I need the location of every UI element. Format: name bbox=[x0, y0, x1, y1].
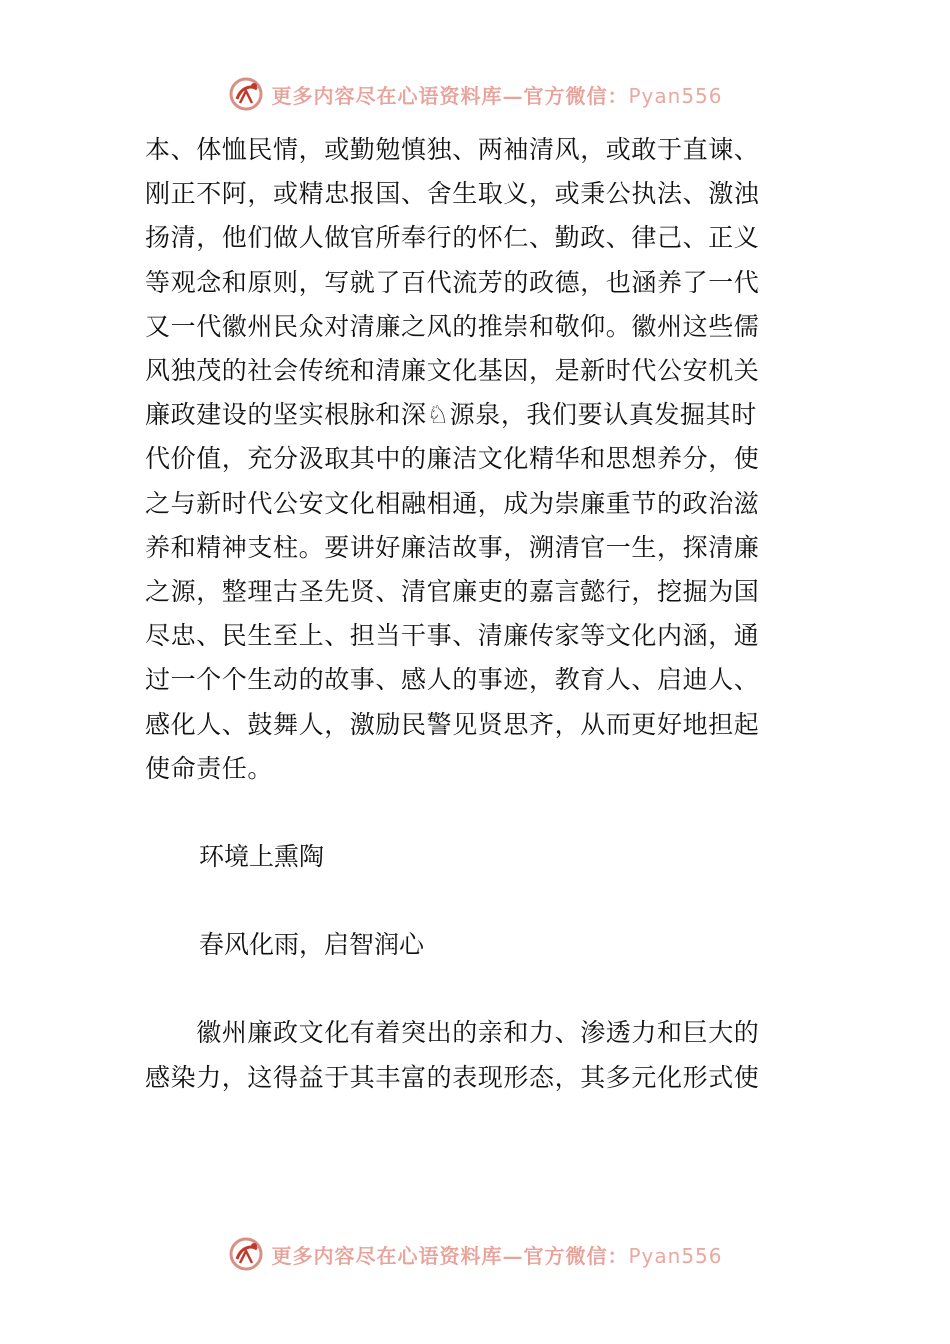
logo-icon bbox=[227, 75, 265, 113]
text-line: 之源，整理古圣先贤、清官廉吏的嘉言懿行，挖掘为国 bbox=[145, 577, 760, 607]
text-line: 又一代徽州民众对清廉之风的推崇和敬仰。徽州这些儒 bbox=[145, 311, 760, 341]
paragraph bbox=[145, 128, 815, 791]
text-line: 风独茂的社会传统和清廉文化基因，是新时代公安机关 bbox=[145, 356, 760, 386]
text-line: 之与新时代公安文化相融相通，成为崇廉重节的政治滋 bbox=[145, 488, 760, 518]
text-line: 等观念和原则，写就了百代流芳的政德，也涵养了一代 bbox=[145, 267, 760, 297]
footer-banner bbox=[0, 1232, 950, 1276]
text-line: 感染力，这得益于其丰富的表现形态，其多元化形式使 bbox=[145, 1062, 760, 1092]
text-line: 代价值，充分汲取其中的廉洁文化精华和思想养分，使 bbox=[145, 444, 760, 474]
text-line: 养和精神支柱。要讲好廉洁故事，溯清官一生，探清廉 bbox=[145, 532, 760, 562]
wechat-id: Pyan556 bbox=[628, 1243, 723, 1268]
section-subheading: 春风化雨，启智润心 bbox=[199, 930, 425, 960]
text-line: 廉政建设的坚实根脉和深♘源泉，我们要认真发掘其时 bbox=[145, 400, 757, 430]
text-line: 感化人、鼓舞人，激励民警见贤思齐，从而更好地担起 bbox=[145, 709, 760, 739]
text-line: 刚正不阿，或精忠报国、舍生取义，或秉公执法、激浊 bbox=[145, 179, 760, 209]
document-body bbox=[145, 128, 815, 1100]
logo-icon bbox=[227, 1235, 265, 1273]
paragraph bbox=[145, 1011, 815, 1099]
header-banner bbox=[0, 72, 950, 116]
banner-text: 更多内容尽在心语资料库—官方微信：Pyan556 bbox=[271, 83, 723, 108]
text-line: 徽州廉政文化有着突出的亲和力、渗透力和巨大的 bbox=[145, 1018, 760, 1048]
wechat-id: Pyan556 bbox=[628, 83, 723, 108]
text-line: 使命责任。 bbox=[145, 753, 274, 783]
text-line: 尽忠、民生至上、担当干事、清廉传家等文化内涵，通 bbox=[145, 621, 760, 651]
section-heading: 环境上熏陶 bbox=[199, 842, 325, 872]
text-line: 扬清，他们做人做官所奉行的怀仁、勤政、律己、正义 bbox=[145, 223, 760, 253]
banner-text: 更多内容尽在心语资料库—官方微信：Pyan556 bbox=[271, 1243, 723, 1268]
text-line: 本、体恤民情，或勤勉慎独、两袖清风，或敢于直谏、 bbox=[145, 135, 760, 164]
text-line: 过一个个生动的故事、感人的事迹，教育人、启迪人、 bbox=[145, 665, 760, 695]
